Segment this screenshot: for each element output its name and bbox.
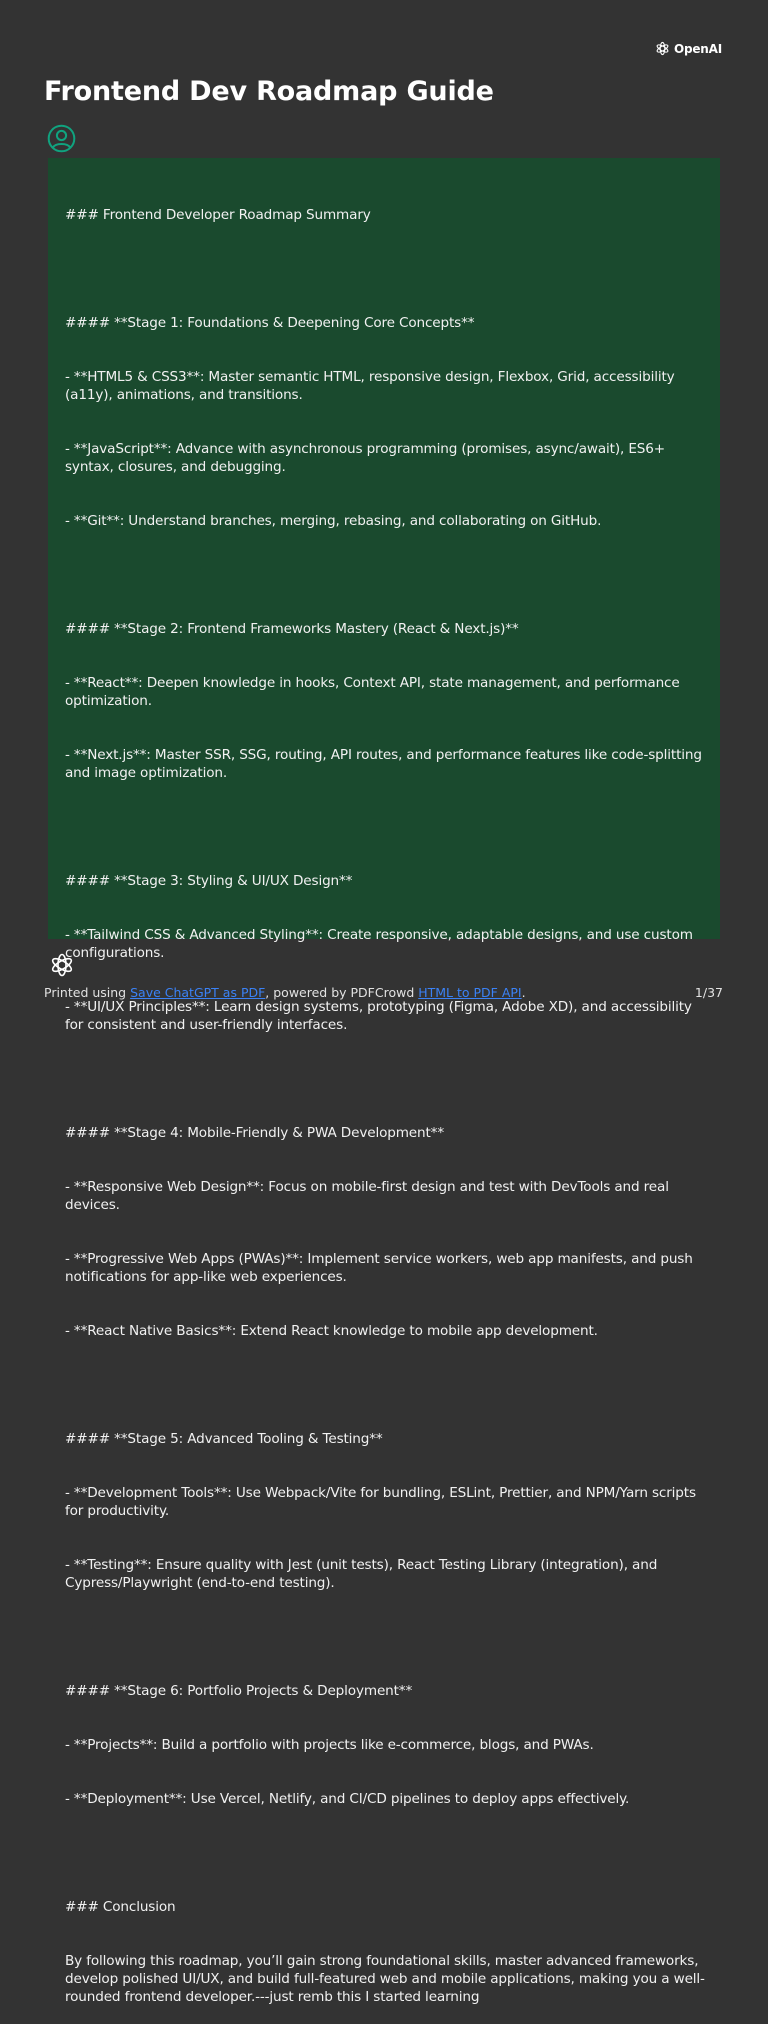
message-line: - **Next.js**: Master SSR, SSG, routing, API routes, and performance features like code-splitting and image optimization.: [65, 747, 707, 781]
message-line: - **JavaScript**: Advance with asynchronous programming (promises, async/await), ES6+ syntax, closures, and debugging.: [65, 441, 670, 475]
message-line: By following this roadmap, you’ll gain strong foundational skills, master advanced frameworks, develop polished UI/UX, and build full-featured web and mobile applications, making you a well-rounded frontend developer.---just remb this I started learning: [65, 1953, 705, 2005]
message-line: - **Responsive Web Design**: Focus on mobile-first design and test with DevTools and real devices.: [65, 1179, 673, 1213]
footer-suffix: .: [521, 985, 526, 1000]
message-line: #### **Stage 4: Mobile-Friendly & PWA Development**: [65, 1125, 444, 1141]
message-line: [65, 818, 710, 836]
message-line: [65, 1070, 710, 1088]
message-line: - **Tailwind CSS & Advanced Styling**: Create responsive, adaptable designs, and use custom configurations.: [65, 927, 698, 961]
page-title: Frontend Dev Roadmap Guide: [44, 76, 494, 107]
message-line: ### Conclusion: [65, 1899, 176, 1915]
message-line: - **Projects**: Build a portfolio with projects like e-commerce, blogs, and PWAs.: [65, 1737, 594, 1753]
save-chatgpt-as-pdf-link[interactable]: Save ChatGPT as PDF: [130, 985, 266, 1000]
message-line: - **Git**: Understand branches, merging, rebasing, and collaborating on GitHub.: [65, 513, 602, 529]
message-line: - **HTML5 & CSS3**: Master semantic HTML, responsive design, Flexbox, Grid, accessibility (a11y), animations, and transitions.: [65, 369, 679, 403]
footer-middle: , powered by PDFCrowd: [265, 985, 419, 1000]
message-line: [65, 1628, 710, 1646]
print-footer: [44, 985, 526, 1000]
message-line: - **Progressive Web Apps (PWAs)**: Implement service workers, web app manifests, and push notifications for app-like web experiences.: [65, 1251, 697, 1285]
message-line: ### Frontend Developer Roadmap Summary: [65, 207, 371, 223]
openai-logo-icon: [654, 40, 671, 57]
message-line: [65, 1844, 710, 1862]
message-line: - **Development Tools**: Use Webpack/Vite for bundling, ESLint, Prettier, and NPM/Yarn scripts for productivity.: [65, 1485, 701, 1519]
message-line: #### **Stage 3: Styling & UI/UX Design**: [65, 873, 353, 889]
openai-brand: [654, 40, 722, 57]
html-to-pdf-api-link[interactable]: HTML to PDF API: [418, 985, 522, 1000]
message-line: [65, 260, 710, 278]
footer-prefix: Printed using: [44, 985, 131, 1000]
chatgpt-logo-icon: [48, 951, 76, 979]
message-line: #### **Stage 5: Advanced Tooling & Testing**: [65, 1431, 383, 1447]
message-line: #### **Stage 1: Foundations & Deepening Core Concepts**: [65, 315, 475, 331]
message-line: #### **Stage 2: Frontend Frameworks Mastery (React & Next.js)**: [65, 621, 519, 637]
message-line: - **React**: Deepen knowledge in hooks, Context API, state management, and performance optimization.: [65, 675, 684, 709]
page-counter: 1/37: [694, 985, 723, 1000]
message-line: - **Testing**: Ensure quality with Jest (unit tests), React Testing Library (integration), and Cypress/Playwright (end-to-end testing).: [65, 1557, 662, 1591]
message-line: - **React Native Basics**: Extend React knowledge to mobile app development.: [65, 1323, 598, 1339]
message-line: [65, 566, 710, 584]
message-line: - **Deployment**: Use Vercel, Netlify, and CI/CD pipelines to deploy apps effectively.: [65, 1791, 630, 1807]
message-line: [65, 1376, 710, 1394]
user-avatar-icon: [47, 124, 76, 153]
message-line: - **UI/UX Principles**: Learn design systems, prototyping (Figma, Adobe XD), and accessibility for consistent and user-friendly interfaces.: [65, 999, 696, 1033]
openai-wordmark: OpenAI: [673, 41, 722, 56]
message-line: #### **Stage 6: Portfolio Projects & Deployment**: [65, 1683, 413, 1699]
